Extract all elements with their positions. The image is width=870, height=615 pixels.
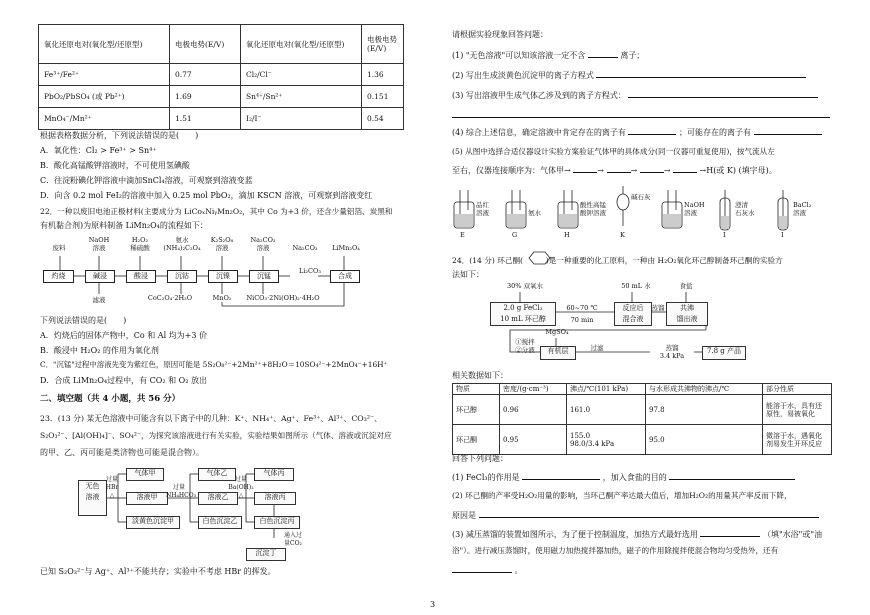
flow-product-label: LiMn₂O₄ xyxy=(332,244,360,252)
operation-label: ①搅拌 ②分液 xyxy=(515,338,535,354)
answer-blank[interactable] xyxy=(673,164,697,173)
apparatus-label: NaOH 溶液 xyxy=(684,201,705,217)
organic-layer-box: 有机层 xyxy=(540,346,576,360)
table-cell: 环己醇 xyxy=(453,395,500,425)
flow-reagent-label: H₂O₂ 稀硫酸 xyxy=(130,236,150,252)
answer-title: 回答下列问题： xyxy=(452,454,508,463)
flow-reagent-label: Na₂CO₃ 溶液 xyxy=(250,236,276,252)
precipitate-box: 淡黄色沉淀甲 xyxy=(126,516,180,529)
operation-label: 蒸馏 xyxy=(651,304,665,312)
table-cell: 0.77 xyxy=(170,64,241,86)
gas-box: 气体甲 xyxy=(126,468,164,481)
r-q3-text: (3) 写出溶液甲生成气体乙涉及到的离子方程式： xyxy=(452,91,626,100)
precipitate-box: 白色沉淀乙 xyxy=(198,516,242,529)
flow-byproduct-label: MnO₂ xyxy=(206,294,238,302)
reagent-label: 过量 NH₄HCO₃ xyxy=(166,484,197,499)
gas-box: 气体丙 xyxy=(254,468,294,481)
flow-step-box: 沉钴 xyxy=(167,270,197,283)
table-cell: 0.95 xyxy=(500,425,567,455)
flow-reagent-label: NaOH 溶液 xyxy=(88,236,110,252)
q22-stem-line2: 有机黏合剂)为原料制备 LiMn₂O₄的流程如下： xyxy=(40,221,208,230)
table-header-cell: 氧化还原电对(氧化型/还原型) xyxy=(39,25,170,64)
answer-blank[interactable] xyxy=(628,89,818,98)
table-cell: MnO₄⁻/Mn²⁺ xyxy=(39,108,170,130)
apparatus-drawings xyxy=(448,180,838,242)
table-header-cell: 电极电势(E/V) xyxy=(362,25,404,64)
mixture-box: 反应后 混合液 xyxy=(614,302,652,326)
reagent-label: 食盐 xyxy=(679,282,693,290)
table-cell: 1.51 xyxy=(170,108,241,130)
flow-step-box: 酸浸 xyxy=(126,270,156,283)
r-q4-text: (4) 综合上述信息，确定溶液中肯定存在的离子有 xyxy=(452,128,626,137)
apparatus-letter: G xyxy=(512,231,518,239)
table-header-cell: 部分性质 xyxy=(763,384,832,395)
apparatus-label: 氨水 xyxy=(528,209,541,217)
flow-step-box: 合成 xyxy=(330,270,360,283)
apparatus-label: 品红 溶液 xyxy=(476,201,489,217)
reagent-label: 过量 Ba(OH)₂ △ xyxy=(228,476,254,499)
apparatus-letter: K xyxy=(620,231,625,239)
page-number: 3 xyxy=(430,600,436,609)
flow-reagent-label: K₂S₂O₈ 溶液 xyxy=(210,236,234,252)
product-box: 7.8 g 产品 xyxy=(702,346,746,360)
q24-a1-text: (1) FeCl₃的作用是 xyxy=(452,473,520,482)
q24-process-flowchart xyxy=(490,282,750,366)
flow-byproduct-label: 滤液 xyxy=(92,296,106,304)
start-solution-box: 无色 溶液 xyxy=(78,480,107,516)
table-header-cell: 电极电势(E/V) xyxy=(170,25,241,64)
table-header-cell: 氧化还原电对(氧化型/还原型) xyxy=(241,25,362,64)
answer-blank[interactable] xyxy=(573,164,597,173)
q24-a3-line2: 浴"）。进行减压蒸馏时，使用磁力加热搅拌器加热，磁子的作用除搅拌使混合物均匀受热外，还有 xyxy=(452,546,779,555)
q23-experiment-flowchart xyxy=(78,462,338,562)
answer-blank[interactable] xyxy=(628,126,676,135)
answer-blank[interactable] xyxy=(452,564,512,573)
apparatus-row xyxy=(448,180,838,242)
table-cell: 能溶于水，具有还 原性，易被氧化 xyxy=(763,395,832,425)
r-q4-mid: ；可能存在的离子有 xyxy=(678,128,751,137)
q22-option-a: A．灼烧后的固体产物中，Co 和 Al 均为+3 价 xyxy=(40,331,208,340)
section-heading: 二、填空题（共 4 小题，共 56 分） xyxy=(40,394,181,404)
table-cell: 微溶于水，遇氧化 剂易发生开环反应 xyxy=(763,425,832,455)
answer-blank[interactable] xyxy=(640,164,664,173)
data-table-title: 相关数据如下： xyxy=(452,371,508,380)
q24-stem-line1: 24．(14 分) 环己酮( )是一种重要的化工原料，一种由 H₂O₂氧化环己醇制备环己酮的实验方 xyxy=(452,256,783,265)
r-q1-text: (1) "无色溶液"可以知该溶液一定不含 xyxy=(452,51,586,60)
flow-step-box: 碱浸 xyxy=(85,270,115,283)
reagent-label: 过量 HBr △ xyxy=(105,476,119,499)
table-cell: 环己酮 xyxy=(453,425,500,455)
q23-stem-line2: S₂O₃²⁻、[Al(OH)₄]⁻、SO₄²⁻，为探究该溶液进行有关实验，实验结果如图所示（气体、溶液或沉淀对应 xyxy=(40,431,392,440)
q21-option-d: D．向含 0.2 mol FeI₂的溶液中加入 0.25 mol PbO₂，滴加 KSCN 溶液，可观察到溶液变红 xyxy=(40,191,373,200)
q24-a3-text: (3) 减压蒸馏的装置如图所示，为了便于控制温度，加热方式最好选用 xyxy=(452,530,698,539)
q24-a3-mid: （填"水浴"或"油 xyxy=(762,530,823,539)
answer-blank[interactable] xyxy=(479,509,819,518)
solution-box: 溶液甲 xyxy=(126,492,168,505)
q24-a1-tail: ，加入食盐的目的 xyxy=(602,473,667,482)
table-header-cell: 与水形成共沸物的沸点/℃ xyxy=(646,384,763,395)
answer-blank[interactable] xyxy=(588,49,618,58)
q24-a1 xyxy=(452,471,795,483)
flow-step-box: 沉镍 xyxy=(208,270,238,283)
flow-input-label: 废料 xyxy=(52,244,66,252)
flow-step-box: 灼烧 xyxy=(43,270,74,283)
apparatus-letter: E xyxy=(460,231,465,239)
reagent-label: 50 mL 水 xyxy=(621,282,651,290)
answer-blank[interactable] xyxy=(700,528,760,537)
answer-blank[interactable] xyxy=(596,69,806,78)
flow-reagent-label: Li₂CO₃ xyxy=(299,267,321,275)
answer-line[interactable] xyxy=(452,109,830,118)
q23-stem-line3: 的甲、乙、丙可能是类济物也可能是混合物）。 xyxy=(40,448,204,457)
q22-sub-stem: 下列说法错误的是( ) xyxy=(40,316,127,325)
answer-blank[interactable] xyxy=(669,471,795,480)
r-q3 xyxy=(452,89,818,101)
q21-option-b: B．酸化高锰酸钾溶液时，不可使用氢碘酸 xyxy=(40,161,190,170)
table-cell: 0.151 xyxy=(362,86,404,108)
table-cell: I₂/I⁻ xyxy=(241,108,362,130)
table-cell: 161.0 xyxy=(567,395,646,425)
apparatus-letter: I xyxy=(781,231,784,239)
table-cell: 0.54 xyxy=(362,108,404,130)
electrode-potential-table xyxy=(38,24,404,130)
apparatus-label: BaCl₂ 溶液 xyxy=(793,201,812,217)
precipitate-box: 白色沉淀丙 xyxy=(254,516,300,529)
table-cell: 97.8 xyxy=(646,395,763,425)
properties-table xyxy=(452,383,832,455)
apparatus-label: 澄清 石灰水 xyxy=(735,201,755,217)
table-cell: Sn⁴⁺/Sn²⁺ xyxy=(241,86,362,108)
apparatus-label: 碱石灰 xyxy=(631,193,651,201)
q24-a2-line2 xyxy=(452,509,819,521)
table-cell: 95.0 xyxy=(646,425,763,455)
r-q5-text: 至右，仪器连接顺序为：气体甲→ xyxy=(452,166,571,175)
table-header-cell: 物质 xyxy=(453,384,500,395)
q21-option-a: A．氧化性：Cl₂ > Fe³⁺ > Sn⁴⁺ xyxy=(40,146,157,155)
q22-option-d: D．合成 LiMn₂O₄过程中，有 CO₂ 和 O₂ 放出 xyxy=(40,376,207,385)
q23-stem-line1: 23．(13 分) 某无色溶液中可能含有以下离子中的几种：K⁺、NH₄⁺、Ag⁺、Fe³⁺、Al³⁺、CO₃²⁻、 xyxy=(40,414,382,423)
q21-option-c: C．往淀粉碘化钾溶液中滴加SnCl₄溶液，可观察到溶液变蓝 xyxy=(40,176,253,185)
apparatus-letter: H xyxy=(564,231,570,239)
answer-blank[interactable] xyxy=(522,471,600,480)
table-cell: Cl₂/Cl⁻ xyxy=(241,64,362,86)
right-intro: 请根据实验现象回答问题： xyxy=(452,30,548,39)
operation-label: 蒸馏 3.4 kPa xyxy=(659,344,685,360)
q22-stem-line1: 22．一种以废旧电池正极材料(主要成分为 LiCoₓNiᵧMn₂O₂，其中 Co 为+3 价，还含少量铝箔、炭黑和 xyxy=(40,207,393,216)
operation-label: 过滤 xyxy=(590,344,604,352)
gas-box: 气体乙 xyxy=(198,468,236,481)
r-q2 xyxy=(452,69,806,81)
table-cell: 1.69 xyxy=(170,86,241,108)
precipitate-box: 沉淀丁 xyxy=(246,548,286,561)
table-cell: 0.96 xyxy=(500,395,567,425)
reagent-label: MgSO₄ xyxy=(545,328,569,336)
r-q5-tail: →H(或 K) (填字母)。 xyxy=(699,166,777,175)
table-cell: 1.36 xyxy=(362,64,404,86)
q22-option-c: C．"沉锰"过程中溶液先变为紫红色，原因可能是 5S₂O₈²⁻+2Mn²⁺+8H₂O＝10SO₄²⁻+2MnO₄⁻+16H⁺ xyxy=(40,360,388,369)
flow-byproduct-label: NiCO₃·2Ni(OH)₂·4H₂O xyxy=(238,294,328,302)
flow-reagent-label: Na₂CO₃ xyxy=(292,244,318,252)
apparatus-label: 酸性高锰 酸钾溶液 xyxy=(580,201,606,217)
r-q5-line2: 至右，仪器连接顺序为：气体甲→ → → → →H(或 K) (填字母)。 xyxy=(452,166,777,175)
flow-reagent-label: 氨水 (NH₄)₂C₂O₄ xyxy=(163,236,201,252)
r-q4 xyxy=(452,126,822,138)
apparatus-letter: I xyxy=(723,231,726,239)
condition-label: 60~70 ℃ 70 min xyxy=(566,304,598,324)
q24-a3-line1 xyxy=(452,528,822,540)
distillate-box: 共沸 馏出液 xyxy=(666,302,708,326)
reactant-box: 2.0 g FeCl₃ 10 mL 环己醇 xyxy=(490,302,556,326)
cyclohexanone-structure-icon xyxy=(525,250,555,266)
answer-blank[interactable] xyxy=(754,126,822,135)
q22-process-flowchart xyxy=(40,236,410,308)
q24-a3-end: 。 xyxy=(514,566,523,575)
solution-box: 溶液乙 xyxy=(198,492,238,505)
q24-a2-text: 原因是 xyxy=(452,511,476,520)
q21-stem: 根据表格数据分析，下列说法错误的是( ) xyxy=(40,131,199,140)
r-q1 xyxy=(452,49,644,61)
reagent-label: 通入过 量CO₂ xyxy=(283,532,302,547)
q23-note: 已知 S₂O₃²⁻与 Ag⁺、Al³⁺不能共存；实验中不考虑 HBr 的挥发。 xyxy=(40,567,276,576)
flow-byproduct-label: CoC₂O₄·2H₂O xyxy=(147,294,193,302)
solution-box: 溶液丙 xyxy=(254,492,296,505)
q24-a3-line3 xyxy=(452,564,523,576)
table-cell: PbO₂/PbSO₄ (或 Pb²⁺) xyxy=(39,86,170,108)
r-q1-tail: 离子； xyxy=(620,51,645,60)
table-cell: Fe³⁺/Fe²⁺ xyxy=(39,64,170,86)
r-q2-text: (2) 写出生成淡黄色沉淀甲的离子方程式 xyxy=(452,71,594,80)
q24-a2-line1: (2) 环己酮的产率受H₂O₂用量的影响，当环己酮产率达最大值后，增加H₂O₂的用量其产率反而下降， xyxy=(452,491,792,500)
table-cell: 155.0 98.0/3.4 kPa xyxy=(567,425,646,455)
reagent-label: 30% 双氧水 xyxy=(506,282,543,290)
q24-stem-line2: 法如下： xyxy=(452,270,484,279)
q22-option-b: B．酸浸中 H₂O₂ 的作用为氧化剂 xyxy=(40,346,159,355)
table-header-cell: 密度/(g·cm⁻³) xyxy=(500,384,567,395)
table-header-cell: 沸点/℃(101 kPa) xyxy=(567,384,646,395)
r-q5-line1: (5) 从图中选择合适仪器设计实验方案验证气体甲的具体成分(同一仪器可重复使用)，按气流从左 xyxy=(452,147,775,156)
answer-blank[interactable] xyxy=(607,164,631,173)
flow-step-box: 沉锰 xyxy=(249,270,279,283)
